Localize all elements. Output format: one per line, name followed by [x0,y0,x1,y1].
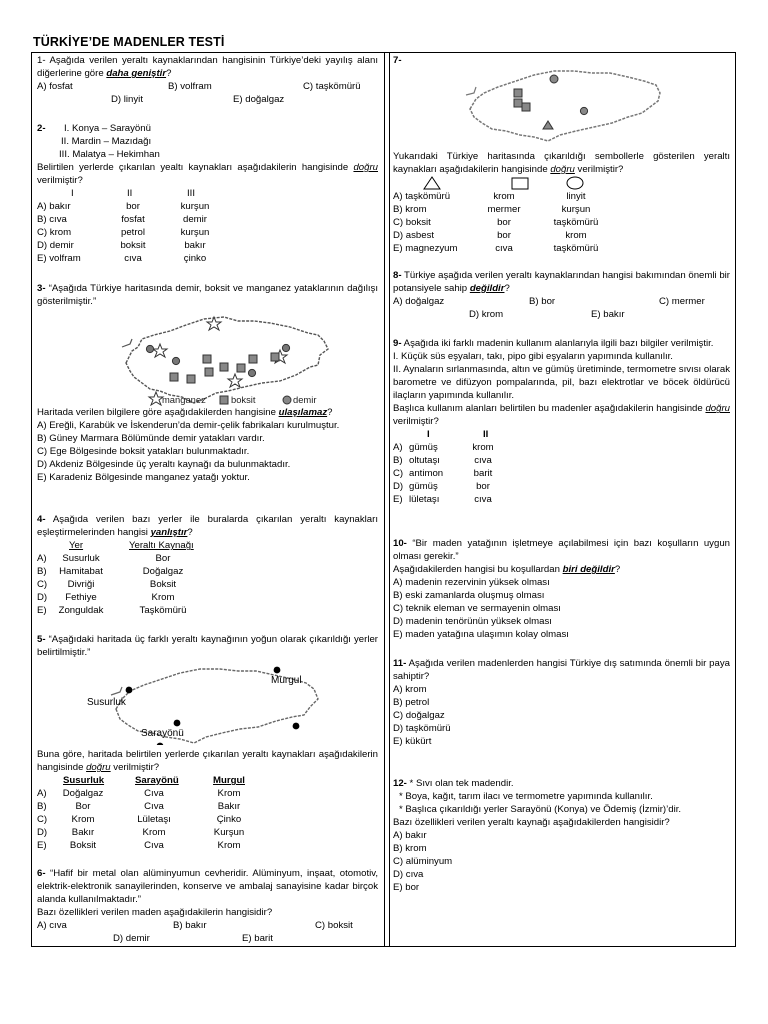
option-cell: cıva [124,253,142,265]
option-cell: B) krom [393,204,427,216]
option-cell: C) krom [37,227,72,239]
option-cell: C) [37,814,48,826]
option-cell: B) cıva [37,214,67,226]
demir-dot-icon [172,357,179,364]
option-cell: C) [37,579,48,591]
option-c[interactable] [393,216,730,229]
option-c[interactable]: C) alüminyum [393,856,453,868]
demir-dot-icon [248,369,255,376]
option-cell: cıva [474,494,492,506]
question-4 [37,513,378,617]
legend-manganez-icon [149,392,163,405]
option-a[interactable]: A) fosfat [37,81,73,93]
option-a[interactable] [393,190,730,203]
page-title: TÜRKİYE’DE MADENLER TESTİ [33,35,225,49]
option-e[interactable]: E) maden yatağına ulaşımın kolay olması [393,629,569,641]
option-e[interactable]: E) Karadeniz Bölgesinde manganez yatağı yoktur. [37,472,250,484]
question-1-stem: 1- Aşağıda verilen yeraltı kaynaklarından hangisinin Türkiye’deki yayılış alanı diğerlerine göre daha geniştir? [37,55,378,80]
question-9-stem: 9- Aşağıda iki farklı madenin kullanım alanlarıyla ilgili bazı bilgiler verilmiştir. [393,338,714,349]
option-cell: D) [37,827,48,839]
turkey-map-resources [120,311,335,406]
option-d[interactable]: D) taşkömürü [393,723,451,735]
left-column [32,53,385,946]
boksit-square-icon [237,364,245,372]
question-1-options-row2 [37,93,378,106]
option-cell: E) [37,840,47,852]
map-label-susurluk: Susurluk [87,697,126,708]
question-4-stem: 4- Aşağıda verilen bazı yerler ile buralarda çıkarılan yeraltı kaynakları eşleştirmelerinden hangisi yanlıştır? [37,514,378,539]
option-cell: Susurluk [62,553,100,565]
question-1 [37,54,378,106]
question-12-question: Bazı özellikleri verilen yeraltı kaynağı aşağıdakilerden hangisidir? [393,817,670,829]
question-4-options [37,552,378,617]
option-cell: B) [393,455,403,467]
question-7-number: 7- [393,55,402,66]
option-cell: taşkömürü [553,243,599,255]
question-12-item-1: 12- * Sıvı olan tek madendir. [393,778,514,789]
question-2-options [37,200,378,265]
square-icon [512,178,528,189]
option-a[interactable]: A) doğalgaz [393,296,445,308]
option-cell: Bor [75,801,91,813]
option-cell: Hamitabat [59,566,103,578]
turkey-outline [126,317,328,403]
option-cell: bor [497,217,511,229]
option-cell: Doğalgaz [142,566,184,578]
murgul-dot-icon [274,667,281,674]
option-e[interactable] [393,493,730,506]
location-dot-icon [157,743,164,745]
option-e[interactable] [37,839,378,852]
question-2-item-3: III. Malatya – Hekimhan [59,149,160,160]
option-cell: bor [497,230,511,242]
option-b[interactable]: B) bor [529,296,556,308]
question-7-stem: Yukarıdaki Türkiye haritasında çıkarıldığı sembollerle gösterilen yeraltı kaynakları aşağıdakilerin hangisinde doğru verilmiştir? [393,151,730,176]
triangle-icon [424,177,440,189]
option-d[interactable] [37,239,378,252]
option-cell: Bakır [217,801,241,813]
option-e[interactable]: E) bakır [591,309,625,321]
question-3-intro: 3- “Aşağıda Türkiye haritasında demir, boksit ve manganez yataklarının dağılışı gösterilmiştir.” [37,283,378,308]
option-a[interactable]: A) Ereğli, Karabük ve İskenderun’da demir-çelik fabrikaları kurulmuştur. [37,420,340,432]
option-cell: gümüş [409,481,438,493]
option-cell: bor [126,201,140,213]
question-3-stem: Haritada verilen bilgilere göre aşağıdakilerden hangisine ulaşılamaz? [37,407,333,418]
option-cell: D) [37,592,48,604]
right-column [389,53,736,946]
option-c[interactable]: C) teknik eleman ve sermayenin olması [393,603,561,615]
option-cell: E) [393,494,403,506]
option-d[interactable] [37,591,378,604]
option-cell: Cıva [144,840,164,852]
option-cell: kurşun [561,204,591,216]
option-cell: bor [476,481,490,493]
question-5-options [37,787,378,852]
question-7-options [393,190,730,255]
question-2-stem: Belirtilen yerlerde çıkarılan yealtı kaynakları aşağıdakilerin hangisinde doğru verilmiştir? [37,162,378,187]
option-d[interactable]: D) demir [113,933,150,945]
option-cell: Taşkömürü [139,605,187,617]
option-cell: gümüş [409,442,438,454]
question-6-options-row1 [37,919,378,932]
option-c[interactable] [393,467,730,480]
question-1-options-row1 [37,80,378,93]
option-c[interactable]: C) mermer [659,296,705,308]
option-cell: Bakır [71,827,95,839]
option-a[interactable]: A) krom [393,684,427,696]
option-cell: Cıva [144,801,164,813]
option-cell: krom [472,442,494,454]
legend-demir-icon [283,396,291,404]
option-e[interactable]: E) doğalgaz [233,94,285,106]
question-4-headers: Yer Yeraltı Kaynağı [69,540,194,552]
option-cell: B) [37,801,47,813]
question-7-symbol-legend [419,176,619,190]
option-e[interactable] [37,604,378,617]
legend-boksit-label: boksit [231,394,256,405]
option-cell: kurşun [180,201,210,213]
option-e[interactable]: E) kükürt [393,736,432,748]
boksit-square-icon [187,375,195,383]
question-1-emphasis: daha geniştir [106,68,167,80]
question-2-number: 2- [37,123,46,134]
boksit-square-icon [203,355,211,363]
option-a[interactable]: A) cıva [37,920,67,932]
question-3 [37,282,378,308]
option-cell: krom [565,230,587,242]
legend-manganez-label: manganez [162,394,206,405]
circle-symbol-icon [580,107,587,114]
option-cell: lületaşı [409,494,440,506]
boksit-square-icon [249,355,257,363]
question-2-headers: I II III [71,188,195,200]
option-cell: Krom [217,840,241,852]
option-cell: A) [393,442,403,454]
option-b[interactable] [393,203,730,216]
option-cell: boksit [120,240,146,252]
option-b[interactable] [393,454,730,467]
option-e[interactable]: E) bor [393,882,420,894]
question-10 [393,537,730,641]
option-cell: Krom [71,814,95,826]
option-c[interactable]: C) doğalgaz [393,710,445,722]
legend-boksit-icon [220,396,228,404]
option-cell: Boksit [149,579,177,591]
option-cell: fosfat [121,214,145,226]
option-cell: Fethiye [65,592,97,604]
option-c[interactable] [37,813,378,826]
option-cell: petrol [121,227,145,239]
turkey-map-symbols [464,65,664,145]
boksit-square-icon [220,363,228,371]
option-cell: Cıva [144,788,164,800]
map-label-sarayonu: Sarayönü [141,728,184,739]
option-b[interactable]: B) volfram [168,81,212,93]
demir-dot-icon [282,344,289,351]
question-9-question: Başlıca kullanım alanları belirtilen bu madenler aşağıdakilerin hangisinde doğru verilmiştir? [393,403,730,428]
question-11 [393,657,730,748]
option-c[interactable]: C) boksit [315,920,353,932]
option-c[interactable] [37,226,378,239]
sarayonu-dot-icon [174,720,181,727]
map-label-murgul: Murgul [271,675,302,686]
option-cell: oltutaşı [409,455,440,467]
question-9-item-2: II. Aynaların sırlanmasında, altın ve gümüş üretiminde, termometre sıvısı olarak barometre ve difüzyon pompalarında, pil, bazı elektrotlar ve böcek öldürücü ilaçların yapımında kullanılır. [393,364,730,402]
option-a[interactable] [393,441,730,454]
option-d[interactable] [393,480,730,493]
option-a[interactable]: A) bakır [393,830,427,842]
question-2 [37,122,378,265]
option-c[interactable] [37,578,378,591]
option-cell: cıva [474,455,492,467]
option-a[interactable] [37,200,378,213]
option-cell: Krom [151,592,175,604]
circle-symbol-icon [550,75,558,83]
boksit-square-icon [205,368,213,376]
option-cell: krom [493,191,515,203]
option-cell: antimon [409,468,444,480]
question-9-headers: I II [427,429,489,441]
question-12 [393,777,730,894]
option-b[interactable]: B) Güney Marmara Bölümünde demir yatakları vardır. [37,433,265,445]
option-cell: barit [473,468,493,480]
option-cell: C) [393,468,404,480]
question-11-stem: 11- Aşağıda verilen madenlerden hangisi Türkiye dış satımında önemli bir paya sahiptir? [393,658,730,683]
option-d[interactable]: D) linyit [111,94,143,106]
demir-dot-icon [146,345,153,352]
square-symbol-icon [522,103,530,111]
question-5-intro: 5- “Aşağıdaki haritada üç farklı yeraltı kaynağının yoğun olarak çıkarıldığı yerler belirtilmiştir.” [37,634,378,659]
test-sheet [31,52,736,947]
option-e[interactable] [393,242,730,255]
option-a[interactable]: A) madenin rezervinin yüksek olması [393,577,550,589]
option-cell: Zonguldak [58,605,104,617]
option-b[interactable]: B) eski zamanlarda oluşmuş olması [393,590,545,602]
option-b[interactable] [37,213,378,226]
option-cell: cıva [495,243,513,255]
question-9 [393,337,730,506]
question-2-item-2: II. Mardin – Mazıdağı [61,136,152,147]
option-cell: E) volfram [37,253,81,265]
option-cell: çinko [183,253,207,265]
question-5-headers: Susurluk Sarayönü Murgul [63,775,245,787]
question-5-body [37,748,378,852]
option-cell: Doğalgaz [62,788,104,800]
option-cell: C) boksit [393,217,431,229]
question-8-options-row2 [393,308,730,321]
question-10-question: Aşağıdakilerden hangisi bu koşullardan biri değildir? [393,564,621,576]
option-cell: bakır [184,240,206,252]
option-a[interactable] [37,787,378,800]
question-8 [393,269,730,321]
question-2-item-1: I. Konya – Sarayönü [64,123,151,134]
question-9-options [393,441,730,506]
option-e[interactable] [37,252,378,265]
question-7 [393,150,730,255]
option-cell: D) demir [37,240,74,252]
option-c[interactable]: C) Ege Bölgesinde boksit yatakları bulunmaktadır. [37,446,250,458]
question-6 [37,867,378,945]
question-12-item-3: * Başlıca çıkarıldığı yerler Sarayönü (Konya) ve Ödemiş (İzmir)’dir. [399,804,682,816]
option-cell: A) [37,788,47,800]
option-c[interactable]: C) taşkömürü [303,81,361,93]
turkey-outline [470,71,660,141]
option-cell: Krom [217,788,241,800]
question-10-stem: 10- “Bir maden yatağının işletmeye açılabilmesi için bazı koşulların uygun olması gerekir.” [393,538,730,563]
option-e[interactable]: E) barit [242,933,273,945]
susurluk-dot-icon [126,687,133,694]
option-d[interactable]: D) madenin tenörünün yüksek olması [393,616,552,628]
option-cell: taşkömürü [553,217,599,229]
option-cell: mermer [487,204,521,216]
option-b[interactable]: B) petrol [393,697,430,709]
option-cell: A) [37,553,47,565]
option-cell: Lületaşı [137,814,171,826]
option-d[interactable]: D) krom [469,309,504,321]
option-cell: Divriği [67,579,95,591]
option-b[interactable]: B) krom [393,843,427,855]
option-cell: linyit [566,191,586,203]
question-3-body [37,406,378,484]
option-a[interactable] [37,552,378,565]
option-cell: B) [37,566,47,578]
square-symbol-icon [514,99,522,107]
question-9-item-1: I. Küçük süs eşyaları, takı, pipo gibi eşyaların yapımında kullanılır. [393,351,673,363]
option-cell: Krom [142,827,166,839]
option-cell: D) [393,481,404,493]
question-6-stem: 6- “Hafif bir metal olan alüminyumun cevheridir. Alüminyum, inşaat, otomotiv, elektrik-elektronik sanayilerinden, konserve ve ambalaj sanayisine kadar birçok alanda kullanılmaktadır.” [37,868,378,906]
option-d[interactable] [37,826,378,839]
question-8-stem: 8- Türkiye aşağıda verilen yeraltı kaynaklarından hangisi bakımından önemli bir potansiyele sahip değildir? [393,270,730,295]
option-cell: A) bakır [37,201,71,213]
option-d[interactable] [393,229,730,242]
question-5-stem: Buna göre, haritada belirtilen yerlerde çıkarılan yeraltı kaynakları aşağıdakilerin hangisinde doğru verilmiştir? [37,749,378,774]
boksit-square-icon [170,373,178,381]
option-cell: E) [37,605,47,617]
question-6-question: Bazı özellikleri verilen maden aşağıdakilerin hangisidir? [37,907,273,919]
option-d[interactable]: D) cıva [393,869,424,881]
question-8-options-row1 [393,295,730,308]
question-5 [37,633,378,659]
option-b[interactable] [37,800,378,813]
option-cell: Boksit [69,840,97,852]
option-cell: kurşun [180,227,210,239]
square-symbol-icon [514,89,522,97]
option-d[interactable]: D) Akdeniz Bölgesinde üç yeraltı kaynağı da bulunmaktadır. [37,459,291,471]
question-6-options-row2 [37,932,378,945]
boksit-square-icon [271,353,279,361]
location-dot-icon [293,723,300,730]
question-12-item-2: * Boya, kağıt, tarım ilacı ve termometre yapımında kullanılır. [399,791,653,803]
option-cell: D) asbest [393,230,435,242]
option-b[interactable] [37,565,378,578]
option-cell: Kurşun [213,827,245,839]
option-cell: demir [183,214,207,226]
circle-icon [567,177,583,189]
option-cell: E) magnezyum [393,243,458,255]
option-b[interactable]: B) bakır [173,920,207,932]
option-cell: Çinko [216,814,242,826]
option-cell: Bor [155,553,171,565]
option-cell: A) taşkömürü [393,191,451,203]
legend-demir-label: demir [293,394,317,405]
